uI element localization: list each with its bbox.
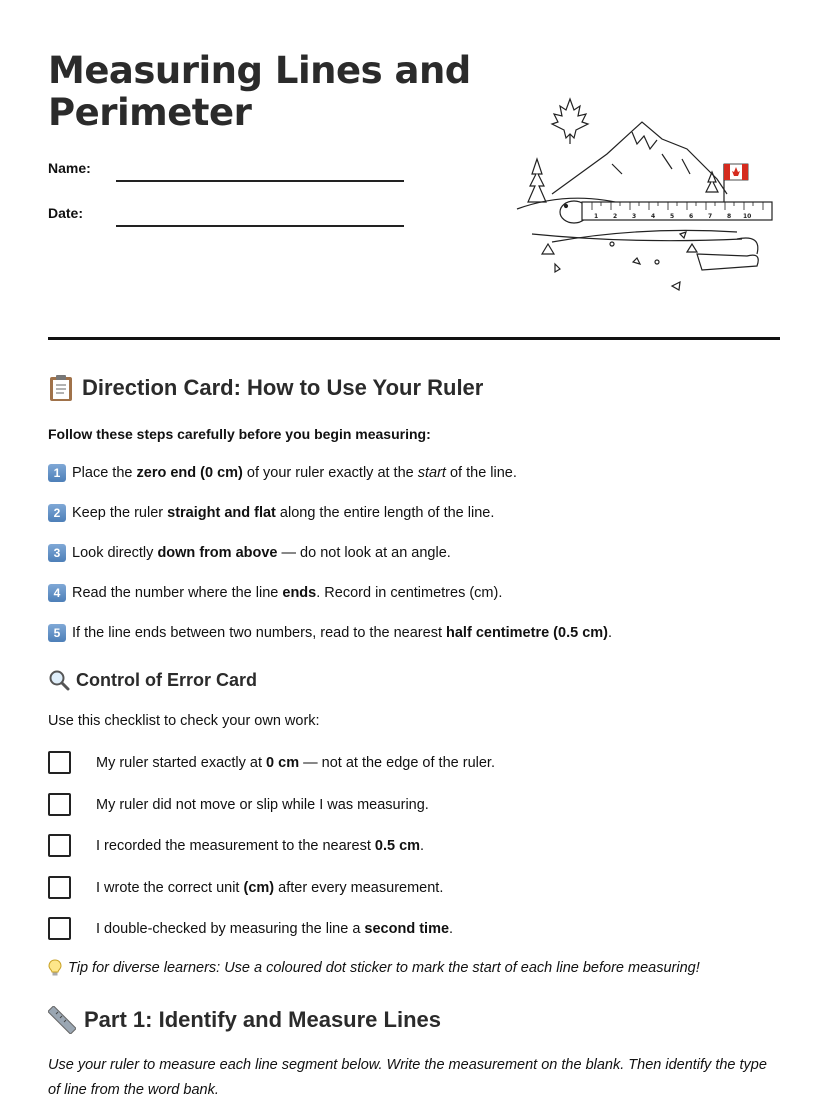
direction-step: 3 Look directly down from above — do not look at an angle.: [48, 544, 451, 562]
tree-icon: [528, 159, 546, 202]
section-divider: [48, 337, 780, 340]
ruler-number: 10: [743, 213, 752, 220]
ruler-number: 5: [670, 213, 675, 220]
title-line-1: Measuring Lines and: [48, 49, 471, 92]
checklist-item: I recorded the measurement to the nearest 0.5 cm.: [48, 834, 424, 857]
control-card-title: Control of Error Card: [76, 669, 258, 690]
keycap-5-icon: 5: [48, 624, 66, 642]
keycap-1-icon: 1: [48, 464, 66, 482]
part1-heading: [48, 1006, 441, 1034]
control-card-heading: [48, 669, 257, 691]
ruler-icon: [48, 1006, 76, 1034]
date-label: Date:: [48, 205, 84, 221]
learner-tip: [48, 959, 700, 977]
ruler-number: 6: [689, 213, 694, 220]
lightbulb-icon: [48, 959, 62, 977]
checklist-item: My ruler started exactly at 0 cm — not at the edge of the ruler.: [48, 751, 495, 774]
direction-card-heading: [48, 374, 483, 402]
checkbox[interactable]: [48, 876, 71, 899]
mountain-icon: [552, 122, 727, 194]
ruler-number: 2: [613, 213, 618, 220]
maple-leaf-icon: [552, 99, 588, 138]
name-field[interactable]: [116, 180, 404, 182]
ruler-number: 8: [727, 213, 732, 220]
keycap-4-icon: 4: [48, 584, 66, 602]
ruler-number: 7: [708, 213, 713, 220]
tip-text: Tip for diverse learners: Use a coloured dot sticker to mark the start of each line before measuring!: [68, 960, 700, 976]
magnifying-glass-icon: [48, 669, 70, 691]
checklist-item: My ruler did not move or slip while I was measuring.: [48, 793, 429, 816]
ruler-number: 4: [651, 213, 656, 220]
checkbox[interactable]: [48, 917, 71, 940]
checkbox[interactable]: [48, 793, 71, 816]
canada-flag-icon: [724, 164, 748, 180]
date-field[interactable]: [116, 225, 404, 227]
clipboard-icon: [48, 374, 74, 402]
title-line-2: Perimeter: [48, 91, 252, 134]
direction-intro: Follow these steps carefully before you begin measuring:: [48, 426, 431, 442]
direction-step: 2 Keep the ruler straight and flat along the entire length of the line.: [48, 504, 494, 522]
checkbox[interactable]: [48, 751, 71, 774]
direction-step: 4 Read the number where the line ends. Record in centimetres (cm).: [48, 584, 502, 602]
keycap-3-icon: 3: [48, 544, 66, 562]
name-label: Name:: [48, 160, 91, 176]
direction-card-title: Direction Card: How to Use Your Ruler: [82, 375, 484, 400]
part1-title: Part 1: Identify and Measure Lines: [84, 1007, 441, 1032]
ruler-number: 3: [632, 213, 637, 220]
control-intro: Use this checklist to check your own work:: [48, 713, 320, 729]
checklist-item: I wrote the correct unit (cm) after every measurement.: [48, 876, 443, 899]
checklist-item: I double-checked by measuring the line a second time.: [48, 917, 453, 940]
page-title: [48, 50, 471, 134]
part1-instructions: Use your ruler to measure each line segment below. Write the measurement on the blank. Then identify the type of line from the word bank.: [48, 1057, 767, 1098]
canada-measuring-illustration: [512, 94, 782, 304]
ruler-number: 1: [594, 213, 599, 220]
measuring-tape-icon: [697, 254, 758, 270]
checkbox[interactable]: [48, 834, 71, 857]
direction-step: 1 Place the zero end (0 cm) of your ruler exactly at the start of the line.: [48, 464, 517, 482]
direction-step: 5 If the line ends between two numbers, read to the nearest half centimetre (0.5 cm).: [48, 624, 612, 642]
keycap-2-icon: 2: [48, 504, 66, 522]
